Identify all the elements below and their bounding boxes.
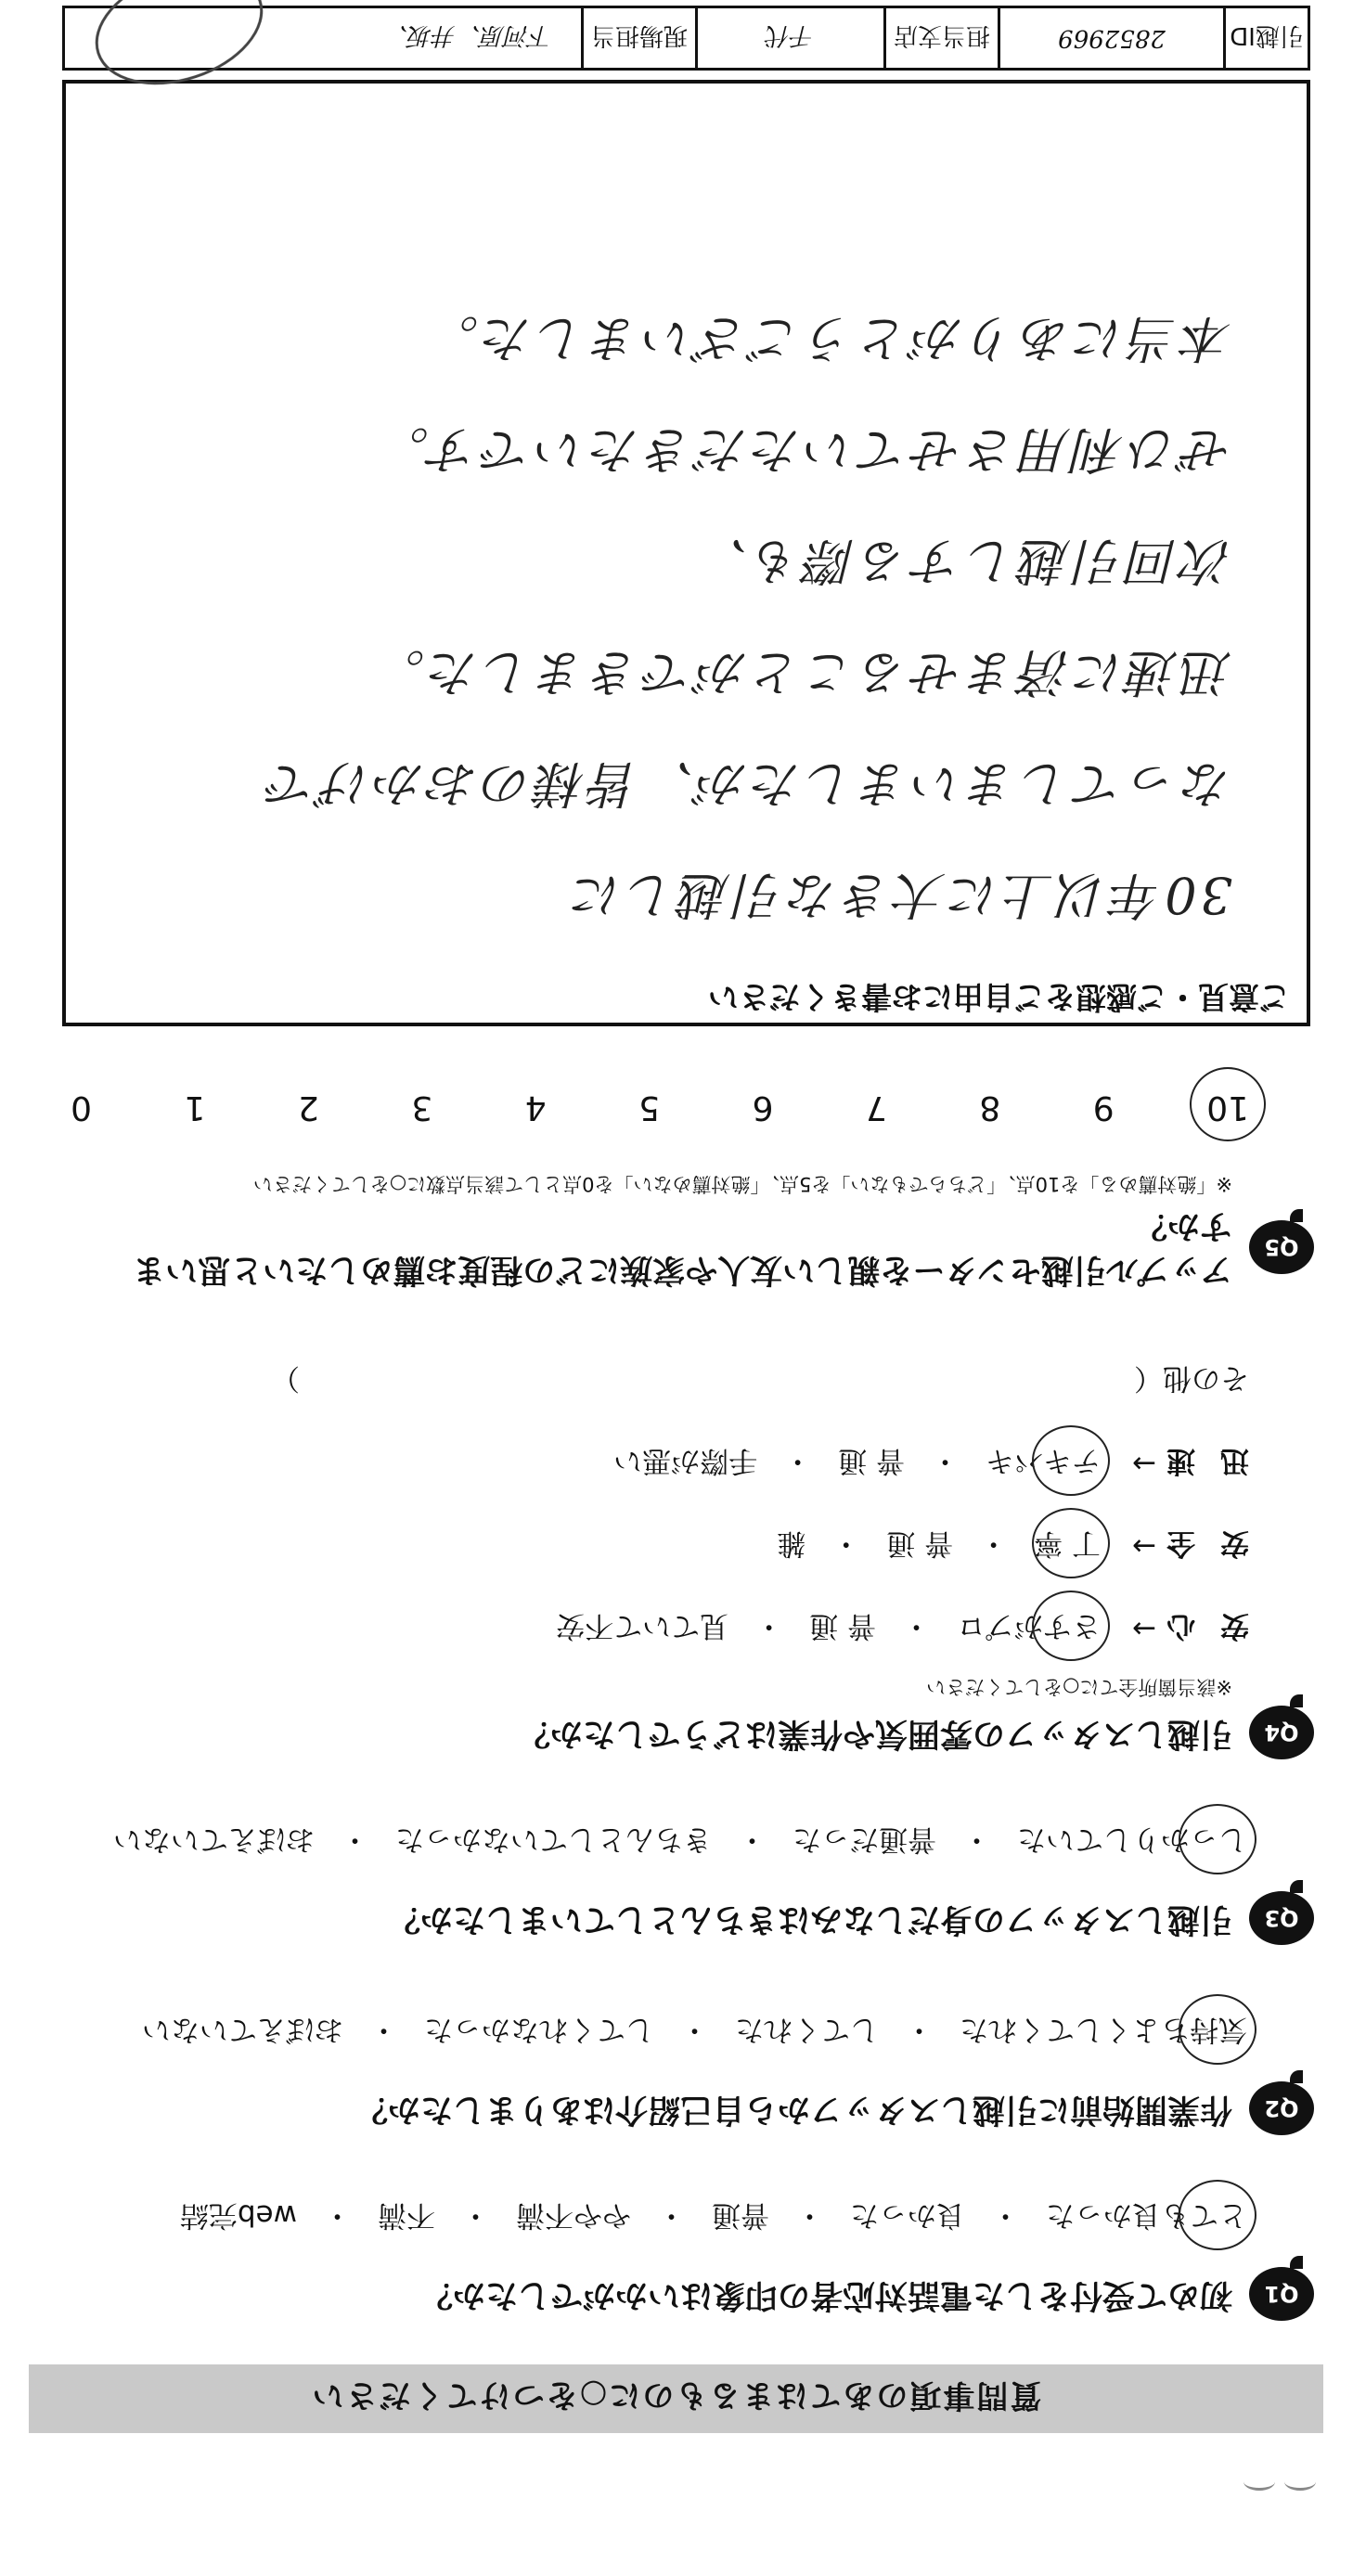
q1-text: 初めて受付をした電話対応者の印象はいかがでしたか？ bbox=[419, 2275, 1232, 2313]
free-comment-box[interactable] bbox=[62, 80, 1310, 1026]
arrow-icon: → bbox=[1132, 1612, 1156, 1646]
scale-point[interactable]: 5 bbox=[638, 1088, 661, 1127]
q4-row-label: 安 心 bbox=[1159, 1609, 1249, 1642]
q3-option[interactable]: しっかりしていた bbox=[1015, 1822, 1249, 1863]
q2-option[interactable]: おぼえていない bbox=[142, 2013, 343, 2046]
handwritten-line: 30年以上に大きな引越しに bbox=[569, 866, 1232, 924]
scale-point[interactable]: 7 bbox=[865, 1088, 887, 1127]
scale-point[interactable]: 9 bbox=[1092, 1088, 1115, 1127]
id-box bbox=[62, 6, 1310, 71]
handwritten-line: ぜひ利用させていただきたいです。 bbox=[375, 420, 1232, 479]
scale-point[interactable]: 1 bbox=[184, 1088, 206, 1127]
q3-badge-icon: Q3 bbox=[1249, 1891, 1314, 1945]
arrow-icon: → bbox=[1132, 1447, 1156, 1481]
q4-row-label: 迅 速 bbox=[1159, 1444, 1249, 1477]
handwritten-line: 本当にありがとうございました。 bbox=[425, 309, 1232, 367]
arrow-icon: → bbox=[1132, 1529, 1156, 1564]
q4-other[interactable]: その他（ ） bbox=[271, 1361, 1249, 1395]
q1-option[interactable]: 不満 bbox=[378, 2198, 435, 2232]
q4-text: 引越しスタッフの雰囲気や作業はどうでしたか？ bbox=[517, 1714, 1232, 1752]
branch-value[interactable]: 千代 bbox=[695, 8, 883, 68]
q4-note: ※該当箇所全てに○をしてください bbox=[926, 1676, 1232, 1698]
handwritten-line: 次回引越しする際も、 bbox=[694, 532, 1232, 590]
q4-option[interactable]: 手際が悪い bbox=[613, 1444, 758, 1477]
q4-row-anzen: 安 全 → 丁 寧 ・ 普 通 ・ 雑 bbox=[33, 1526, 1249, 1567]
punch-hole bbox=[1284, 2473, 1316, 2491]
question-5 bbox=[33, 1089, 1314, 1292]
q1-badge-icon: Q1 bbox=[1249, 2267, 1314, 2321]
q4-option[interactable]: 雑 bbox=[777, 1526, 806, 1560]
scale-point[interactable]: 0 bbox=[71, 1088, 93, 1127]
q1-option[interactable]: web完結 bbox=[179, 2198, 297, 2232]
q4-row-anshin: 安 心 → さすがプロ ・ 普 通 ・ 見ていて不安 bbox=[33, 1608, 1249, 1650]
q5-scale bbox=[71, 1089, 1249, 1127]
q3-options: しっかりしていた・普通だった・きちんとしていなかった・おぼえていない bbox=[33, 1822, 1249, 1863]
scale-point[interactable]: 2 bbox=[297, 1088, 319, 1127]
q4-option[interactable]: 丁 寧 bbox=[1032, 1526, 1102, 1567]
staff-names: 下河原、井坂、 bbox=[383, 21, 553, 50]
q2-badge-icon: Q2 bbox=[1249, 2081, 1314, 2135]
q1-option[interactable]: 良かった bbox=[850, 2198, 965, 2232]
q4-badge-icon: Q4 bbox=[1249, 1706, 1314, 1759]
q4-row-jinsoku: 迅 速 → テキパキ ・ 普 通 ・ 手際が悪い bbox=[33, 1443, 1249, 1485]
q2-option[interactable]: してくれた bbox=[735, 2013, 879, 2046]
id-value[interactable]: 2852969 bbox=[998, 8, 1223, 68]
q5-text: アップル引越センターを親しい友人や家族にどの程度お薦めしたいと思いますか？ bbox=[133, 1206, 1232, 1288]
free-comment-label: ご意見・ご感想をご自由にお書きください bbox=[708, 979, 1290, 1015]
staff-value[interactable] bbox=[65, 8, 581, 68]
q1-option[interactable]: 普通 bbox=[712, 2198, 769, 2232]
handwritten-line: なってしまいましたが、皆様のおかげで bbox=[264, 754, 1232, 813]
scale-point[interactable]: 8 bbox=[979, 1088, 1001, 1127]
id-label: 引越ID bbox=[1223, 8, 1308, 68]
q4-option[interactable]: 見ていて不安 bbox=[556, 1609, 729, 1642]
question-4 bbox=[33, 1360, 1314, 1759]
q1-option[interactable]: とても良かった bbox=[1044, 2197, 1249, 2239]
q1-options: とても良かった・良かった・普通・やや不満・不満・web完結 bbox=[33, 2197, 1249, 2239]
q2-option[interactable]: してくれなかった bbox=[424, 2013, 654, 2046]
q4-option[interactable]: 普 通 bbox=[809, 1609, 877, 1642]
punch-hole bbox=[1243, 2473, 1275, 2491]
question-3 bbox=[33, 1822, 1314, 1945]
q3-option[interactable]: 普通だった bbox=[792, 1823, 936, 1856]
scale-point[interactable]: 10 bbox=[1206, 1088, 1249, 1127]
branch-label: 担当支店 bbox=[883, 8, 998, 68]
q4-option[interactable]: テキパキ bbox=[984, 1443, 1102, 1485]
q4-row-label: 安 全 bbox=[1159, 1526, 1249, 1560]
q2-option[interactable]: 気持ちよくしてくれた bbox=[958, 2012, 1249, 2054]
q5-badge-icon: Q5 bbox=[1249, 1220, 1314, 1274]
scale-point[interactable]: 6 bbox=[752, 1088, 774, 1127]
handwritten-line: 迅速に済ませることができました。 bbox=[371, 643, 1232, 702]
q1-option[interactable]: やや不満 bbox=[516, 2198, 631, 2232]
q4-option[interactable]: 普 通 bbox=[886, 1526, 954, 1560]
staff-label: 現場担当 bbox=[581, 8, 695, 68]
scale-point[interactable]: 3 bbox=[411, 1088, 433, 1127]
q2-options: 気持ちよくしてくれた・してくれた・してくれなかった・おぼえていない bbox=[33, 2012, 1249, 2054]
q3-text: 引越しスタッフの身だしなみはきちんとしていましたか？ bbox=[387, 1900, 1232, 1938]
q4-option[interactable]: さすがプロ bbox=[955, 1608, 1102, 1650]
q2-text: 作業開始前に引越しスタッフから自己紹介はありましたか？ bbox=[354, 2090, 1232, 2128]
question-1 bbox=[33, 2197, 1314, 2321]
q5-note: ※「絶対薦める」を10点、「どちらでもない」を5点、「絶対薦めない」を0点として該当点数に○をしてください bbox=[252, 1173, 1232, 1196]
instruction-banner: 質問事項のあてはまるものに○をつけてください bbox=[29, 2364, 1323, 2433]
q3-option[interactable]: きちんとしていなかった bbox=[395, 1823, 712, 1856]
question-2 bbox=[33, 2012, 1314, 2135]
q4-option[interactable]: 普 通 bbox=[838, 1444, 906, 1477]
q3-option[interactable]: おぼえていない bbox=[113, 1823, 315, 1856]
scale-point[interactable]: 4 bbox=[524, 1088, 547, 1127]
